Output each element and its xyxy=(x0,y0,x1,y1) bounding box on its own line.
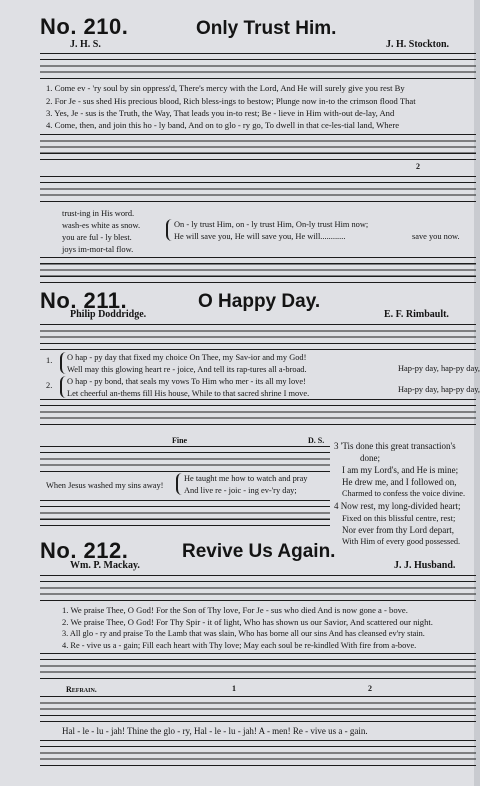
treble-staff xyxy=(40,176,476,202)
treble-staff xyxy=(40,53,476,79)
verse-3-line: 3 'Tis done this great transaction's xyxy=(334,441,456,451)
chorus-line-1: On - ly trust Him, on - ly trust Him, On-ly trust Him now; xyxy=(174,220,369,229)
refrain-mid-2: And live re - joic - ing ev-'ry day; xyxy=(184,486,297,495)
refrain-left: When Jesus washed my sins away! xyxy=(46,481,164,490)
words-credit: Wm. P. Mackay. xyxy=(70,560,140,571)
bass-staff xyxy=(40,500,330,526)
verse-3-line: He drew me, and I followed on, xyxy=(342,477,457,487)
verse-3: 3. Yes, Je - sus is the Truth, the Way, That leads you in-to rest; Be - lieve in Him with-out de-lay, And xyxy=(46,108,395,118)
hymn-title: O Happy Day. xyxy=(198,291,321,312)
verse-4-line: Nor ever from thy Lord depart, xyxy=(342,525,454,535)
verse-1: 1. We praise Thee, O God! For the Son of Thy love, For Je - sus who died And is now gone a - bove. xyxy=(62,605,408,615)
verse-3: 3. All glo - ry and praise To the Lamb that was slain, Who has borne all our sins And has cleansed ev'ry stain. xyxy=(62,629,425,638)
verse-2: 2. We praise Thee, O God! For Thy Spir - it of light, Who has shown us our Savior, And scattered our night. xyxy=(62,617,433,627)
bass-staff xyxy=(40,399,476,425)
ds-mark: D. S. xyxy=(308,436,325,445)
ending-3: you are ful - ly blest. xyxy=(62,233,132,242)
chorus-end: save you now. xyxy=(412,232,460,241)
refrain-mid-1: He taught me how to watch and pray xyxy=(184,474,308,483)
hymn-title: Only Trust Him. xyxy=(196,18,337,39)
treble-staff xyxy=(40,446,330,472)
refrain-text: Hal - le - lu - jah! Thine the glo - ry, Hal - le - lu - jah! A - men! Re - vive us a - gain. xyxy=(62,726,368,736)
chorus-line-2: He will save you, He will save you, He will............ xyxy=(174,232,346,241)
ending-4: joys im-mor-tal flow. xyxy=(62,245,134,254)
verse-4: 4. Come, then, and join this ho - ly band, And on to glo - ry go, To dwell in that ce-les-tial land, Where xyxy=(46,120,400,130)
fine-mark: Fine xyxy=(172,436,188,445)
treble-staff xyxy=(40,575,476,601)
verse-3-line: Charmed to confess the voice divine. xyxy=(342,489,466,498)
verse-3-line: done; xyxy=(360,453,380,463)
bass-staff xyxy=(40,740,476,766)
bass-staff xyxy=(40,257,476,283)
music-credit: E. F. Rimbault. xyxy=(384,309,449,320)
verse-number: 2. xyxy=(46,381,53,390)
ending-1: trust-ing in His word. xyxy=(62,209,135,218)
verse-1b: Well may this glowing heart re - joice, And tell its rap-tures all a-broad. xyxy=(67,365,307,374)
verse-3-line: I am my Lord's, and He is mine; xyxy=(342,465,459,475)
hymn-number: No. 210. xyxy=(40,14,129,39)
treble-staff xyxy=(40,324,476,350)
verse-2b: Let cheerful an-thems fill His house, While to that sacred shrine I move. xyxy=(67,389,310,398)
music-credit: J. J. Husband. xyxy=(394,560,456,571)
bass-staff xyxy=(40,653,476,679)
words-credit: Philip Doddridge. xyxy=(70,309,147,320)
verse-4-line: Fixed on this blissful centre, rest; xyxy=(342,513,456,523)
verse-2a: O hap - py bond, that seals my vows To Him who mer - its all my love! xyxy=(67,377,306,386)
words-credit: J. H. S. xyxy=(70,39,101,50)
refrain-right-1: Hap-py day, hap-py day, xyxy=(398,364,480,373)
verse-4: 4. Re - vive us a - gain; Fill each heart with Thy love; May each soul be re-kindled With fire from a-bove. xyxy=(62,641,417,650)
verse-4-line: 4 Now rest, my long-divided heart; xyxy=(334,501,461,511)
verse-4-line: With Him of every good possessed. xyxy=(342,537,461,546)
bass-staff xyxy=(40,134,476,160)
hymn-title: Revive Us Again. xyxy=(182,541,336,562)
treble-staff xyxy=(40,696,476,722)
hymn-number: No. 211. xyxy=(40,288,128,313)
verse-1a: O hap - py day that fixed my choice On Thee, my Sav-ior and my God! xyxy=(67,353,307,362)
refrain-label: Refrain. xyxy=(66,685,97,694)
verse-number: 1. xyxy=(46,356,53,365)
music-credit: J. H. Stockton. xyxy=(386,39,450,50)
ending-2: wash-es white as snow. xyxy=(62,221,141,230)
ending-2-mark: 2 xyxy=(368,684,372,693)
verse-2: 2. For Je - sus shed His precious blood, Rich bless-ings to bestow; Plunge now in-to the crimson flood That xyxy=(46,96,416,106)
ending-1-mark: 1 xyxy=(232,684,236,693)
hymn-number: No. 212. xyxy=(40,538,129,563)
refrain-right-2: Hap-py day, hap-py day, xyxy=(398,385,480,394)
verse-1: 1. Come ev - 'ry soul by sin oppress'd, There's mercy with the Lord, And He will surely give you rest By xyxy=(46,83,405,93)
ending-number: 2 xyxy=(416,162,420,171)
